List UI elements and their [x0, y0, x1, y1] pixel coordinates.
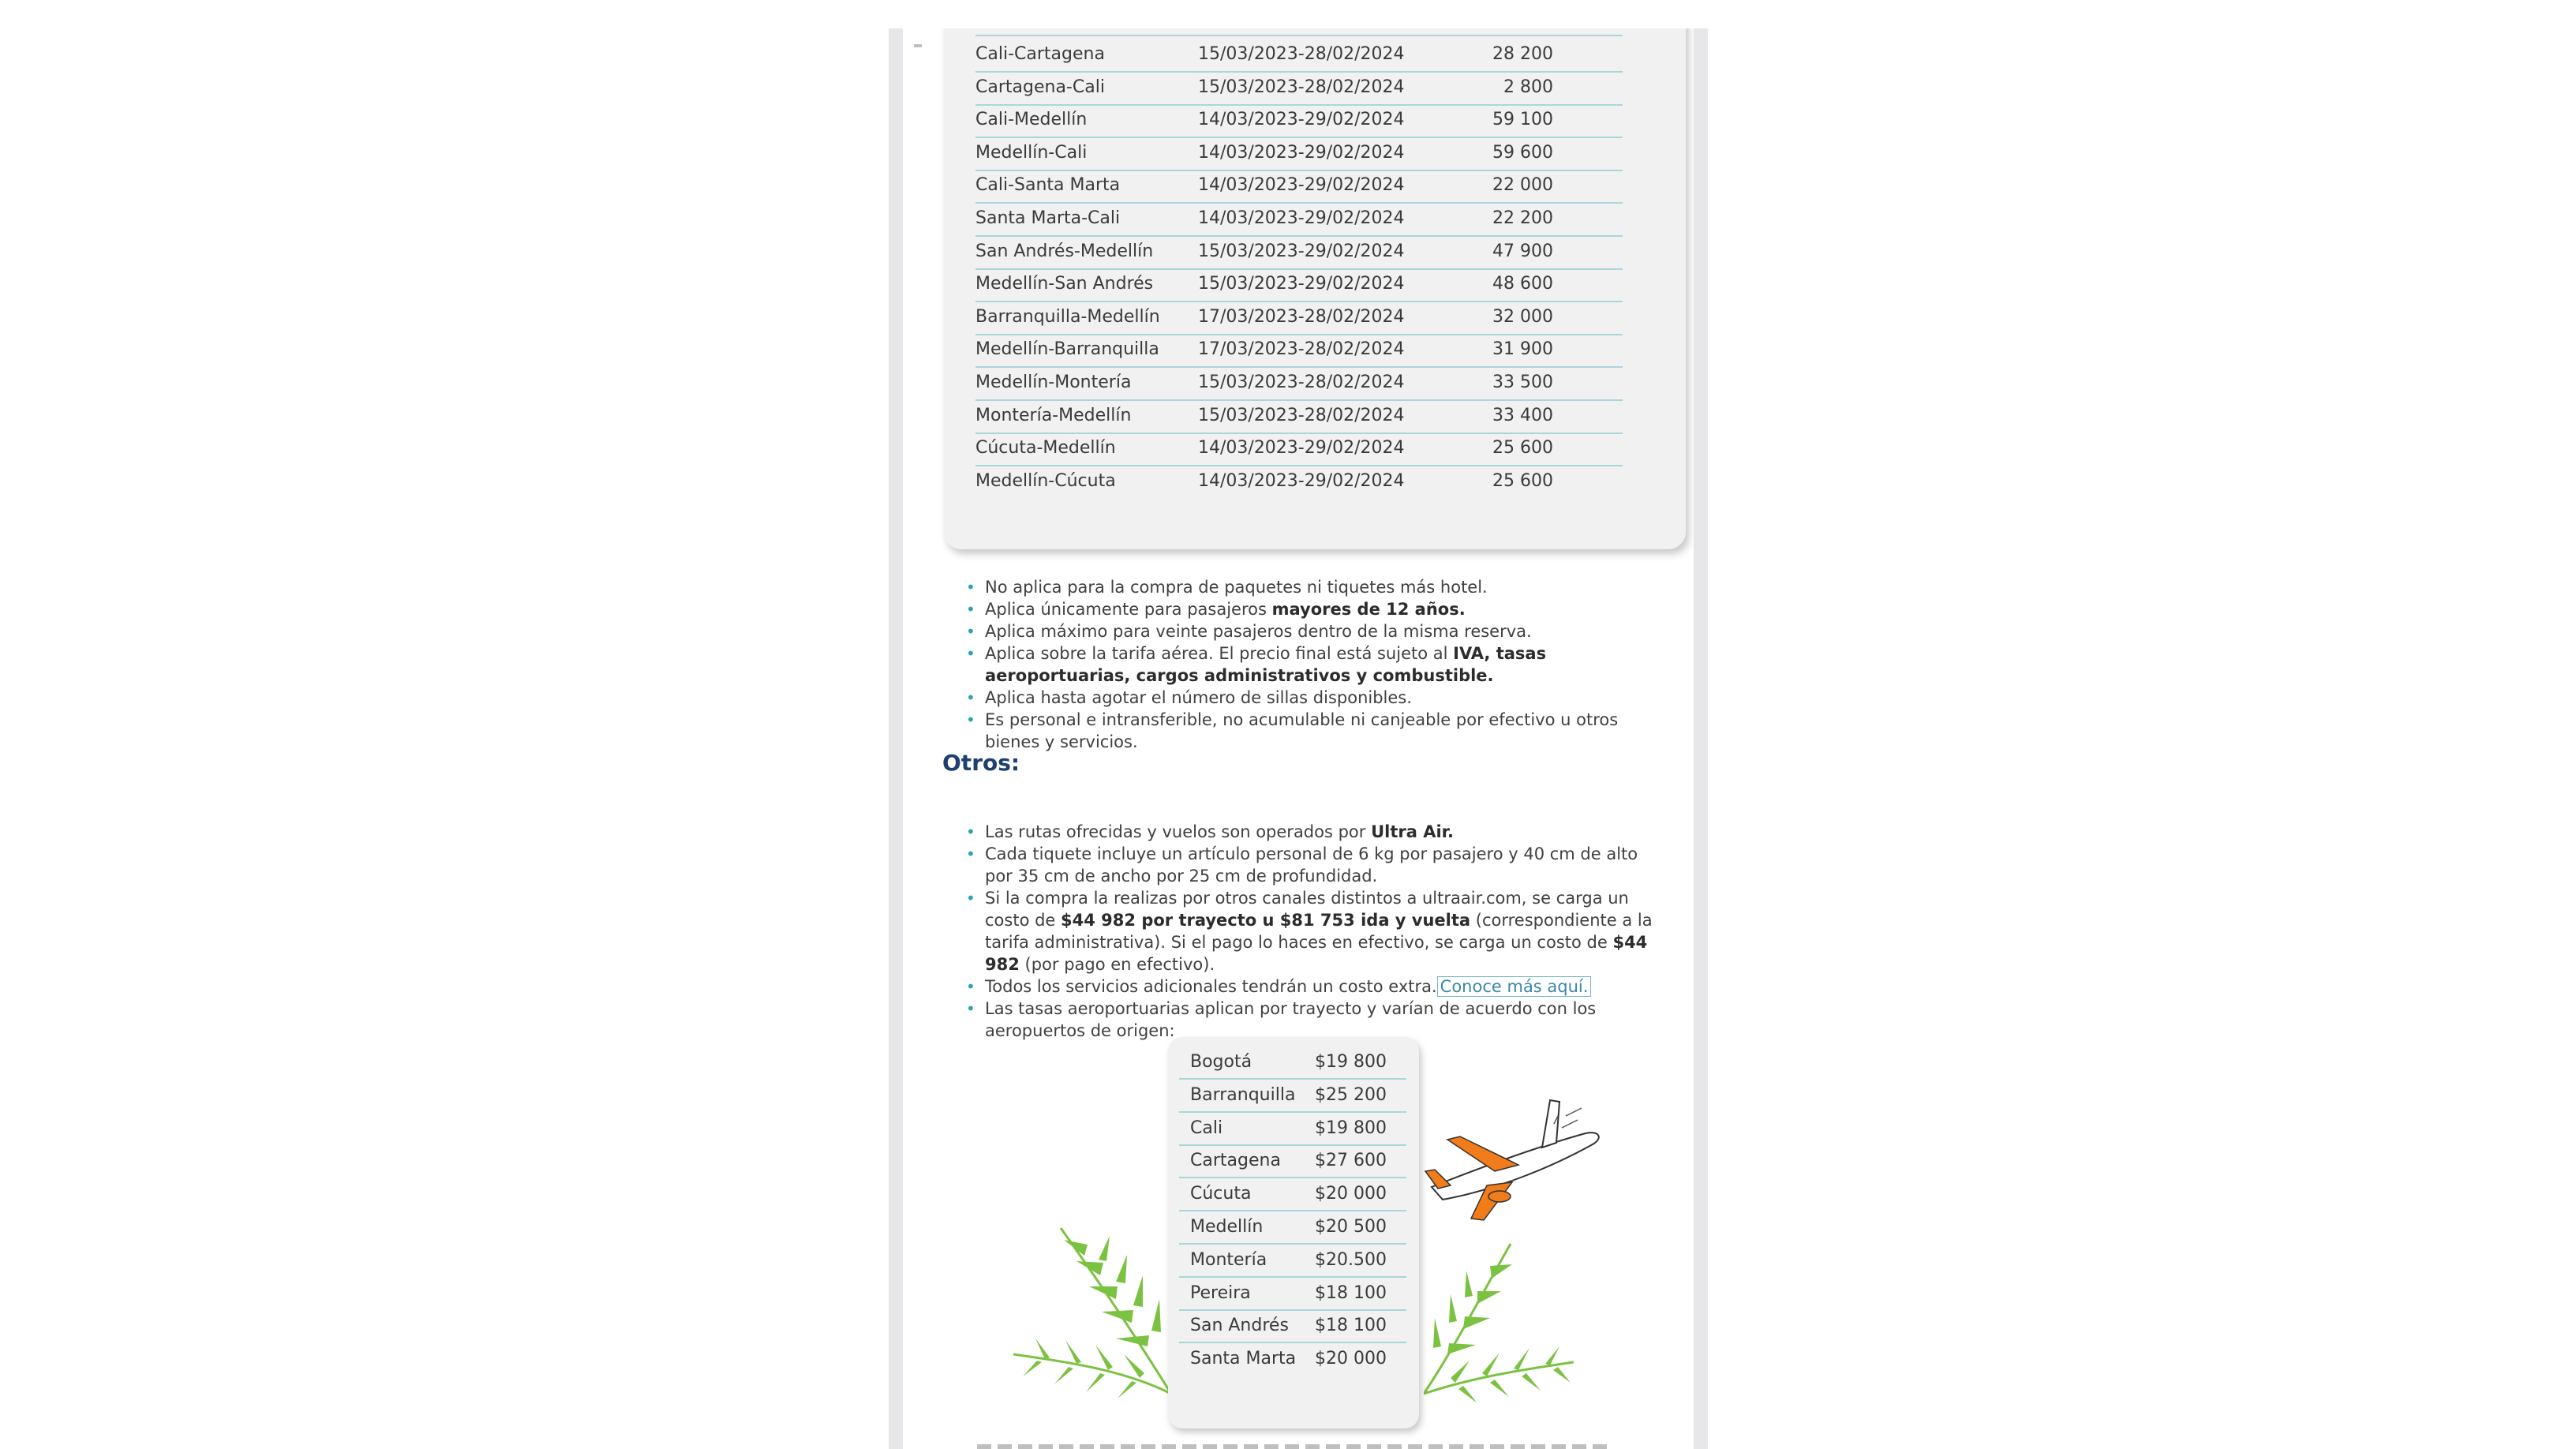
- otros-item: • Las rutas ofrecidas y vuelos son operados por Ultra Air.: [966, 821, 1661, 843]
- validity-dates: 14/03/2023-29/02/2024: [1198, 470, 1405, 491]
- route-price: 2 800: [1503, 77, 1553, 97]
- validity-dates: 17/03/2023-28/02/2024: [1198, 306, 1405, 327]
- airport-tax: $19 800: [1315, 1052, 1387, 1072]
- otros-item: • Todos los servicios adicionales tendrán un costo extra. Conoce más aquí.: [966, 975, 1661, 998]
- route-name: Medellín-Montería: [975, 373, 1132, 392]
- validity-dates: 15/03/2023-28/02/2024: [1198, 373, 1405, 392]
- airport-city: Bogotá: [1190, 1052, 1252, 1072]
- route-price: 32 000: [1492, 306, 1553, 327]
- route-price: 59 100: [1492, 110, 1553, 130]
- route-name: Cali-Santa Marta: [975, 175, 1121, 196]
- table-row: [1179, 1080, 1406, 1113]
- route-price: 59 600: [1492, 142, 1553, 163]
- table-row: [975, 333, 1623, 368]
- otros-item: • Cada tiquete incluye un artículo personal de 6 kg por pasajero y 40 cm de alto por 35 cm de ancho por 25 cm de profundidad.: [966, 843, 1661, 887]
- condition-item: • Aplica máximo para veinte pasajeros dentro de la misma reserva.: [966, 620, 1645, 642]
- table-row: [1179, 1211, 1406, 1245]
- route-name: Cartagena-Cali: [975, 77, 1105, 97]
- condition-item: • No aplica para la compra de paquetes ni tiquetes más hotel.: [966, 576, 1645, 598]
- table-row: [975, 465, 1623, 498]
- table-row: [1179, 1178, 1406, 1211]
- route-price: 25 600: [1492, 438, 1553, 459]
- table-row: [975, 137, 1623, 171]
- validity-dates: 14/03/2023-29/02/2024: [1198, 175, 1405, 196]
- airport-city: Santa Marta: [1190, 1349, 1297, 1369]
- truncated-text-line: [977, 1444, 1608, 1449]
- condition-item: • Aplica sobre la tarifa aérea. El precio final está sujeto al IVA, tasas aeroportuarias, cargos administrativos y combustible.: [966, 642, 1645, 687]
- table-row: [975, 71, 1623, 106]
- route-name: Montería-Medellín: [975, 405, 1132, 425]
- table-row: [975, 38, 1623, 73]
- airport-tax: $18 100: [1315, 1282, 1387, 1303]
- route-price: 33 500: [1492, 373, 1553, 392]
- otros-list: [966, 821, 1661, 1042]
- validity-dates: 15/03/2023-29/02/2024: [1198, 274, 1405, 294]
- airport-city: Montería: [1190, 1249, 1267, 1270]
- table-row: [975, 399, 1623, 434]
- airport-tax: $18 100: [1315, 1316, 1387, 1336]
- airport-tax: $20.500: [1315, 1249, 1387, 1270]
- route-name: Medellín-San Andrés: [975, 274, 1154, 294]
- condition-item: • Es personal e intransferible, no acumulable ni canjeable por efectivo u otros bienes y servicios.: [966, 709, 1645, 753]
- airport-city: Cartagena: [1190, 1151, 1281, 1171]
- table-row: [1179, 1113, 1406, 1146]
- route-price: 22 200: [1492, 208, 1553, 228]
- airport-tax: $20 000: [1315, 1349, 1387, 1369]
- table-row: [1179, 1245, 1406, 1278]
- learn-more-link[interactable]: Conoce más aquí.: [1437, 976, 1592, 997]
- palm-leaf-right-illustration: [1424, 1228, 1582, 1402]
- route-name: Cali-Cartagena: [975, 44, 1105, 64]
- validity-dates: 15/03/2023-28/02/2024: [1198, 405, 1405, 425]
- section-title-otros: Otros:: [942, 750, 1020, 776]
- table-row: [975, 103, 1623, 138]
- airport-tax: $20 000: [1315, 1184, 1387, 1204]
- table-row: [975, 366, 1623, 401]
- otros-item: • Las tasas aeroportuarias aplican por trayecto y varían de acuerdo con los aeropuertos de origen:: [966, 998, 1661, 1042]
- route-price: 22 000: [1492, 175, 1553, 196]
- table-row: [975, 268, 1623, 302]
- validity-dates: 14/03/2023-29/02/2024: [1198, 438, 1405, 459]
- validity-dates: 15/03/2023-28/02/2024: [1198, 77, 1405, 97]
- route-price: 25 600: [1492, 470, 1553, 491]
- table-row: [1179, 1145, 1406, 1178]
- airport-tax: $19 800: [1315, 1118, 1387, 1138]
- route-name: Medellín-Barranquilla: [975, 339, 1159, 360]
- validity-dates: 17/03/2023-28/02/2024: [1198, 339, 1405, 360]
- condition-item: • Aplica únicamente para pasajeros mayores de 12 años.: [966, 598, 1645, 620]
- conditions-list: [966, 576, 1645, 753]
- validity-dates: 14/03/2023-29/02/2024: [1198, 110, 1405, 130]
- route-price: 47 900: [1492, 241, 1553, 261]
- route-name: Santa Marta-Cali: [975, 208, 1121, 228]
- table-row: [1179, 1343, 1406, 1375]
- table-row: [975, 202, 1623, 237]
- route-price: 28 200: [1492, 44, 1553, 64]
- table-top-divider: [975, 35, 1623, 36]
- airport-tax: $27 600: [1315, 1151, 1387, 1171]
- route-price: 33 400: [1492, 405, 1553, 425]
- validity-dates: 15/03/2023-29/02/2024: [1198, 241, 1405, 261]
- airport-tax: $20 500: [1315, 1217, 1387, 1237]
- route-name: Cúcuta-Medellín: [975, 438, 1116, 459]
- airport-tax: $25 200: [1315, 1084, 1387, 1105]
- airport-city: Cali: [1190, 1118, 1223, 1138]
- airport-city: Barranquilla: [1190, 1084, 1296, 1105]
- table-row: [975, 301, 1623, 335]
- route-name: San Andrés-Medellín: [975, 241, 1154, 261]
- route-name: Barranquilla-Medellín: [975, 306, 1160, 327]
- validity-dates: 14/03/2023-29/02/2024: [1198, 142, 1405, 163]
- promo-page: [903, 28, 1694, 1449]
- airport-taxes-card: [1168, 1037, 1419, 1428]
- table-row: [975, 432, 1623, 466]
- validity-dates: 14/03/2023-29/02/2024: [1198, 208, 1405, 228]
- airplane-illustration: [1424, 1092, 1605, 1226]
- table-row: [975, 169, 1623, 204]
- table-row: [1179, 1278, 1406, 1311]
- otros-item: • Si la compra la realizas por otros canales distintos a ultraair.com, se carga un costo de $44 982 por trayecto u $81 753 ida y vuelta (correspondiente a la tarifa administrativa). Si el pago lo haces en efectivo, se carga un costo de $44 982 (por pago en efectivo).: [966, 887, 1661, 975]
- airport-city: Cúcuta: [1190, 1184, 1252, 1204]
- palm-leaf-left-illustration: [1013, 1212, 1179, 1402]
- condition-item: • Aplica hasta agotar el número de sillas disponibles.: [966, 687, 1645, 709]
- airport-city: San Andrés: [1190, 1316, 1289, 1336]
- route-name: Medellín-Cali: [975, 142, 1088, 163]
- route-price: 48 600: [1492, 274, 1553, 294]
- airport-city: Pereira: [1190, 1282, 1251, 1303]
- table-row: [975, 235, 1623, 270]
- table-row: [1179, 1046, 1406, 1080]
- decorative-mark: [914, 44, 922, 47]
- route-name: Medellín-Cúcuta: [975, 470, 1116, 491]
- table-row: [1179, 1310, 1406, 1343]
- airport-city: Medellín: [1190, 1217, 1264, 1237]
- route-name: Cali-Medellín: [975, 110, 1088, 130]
- validity-dates: 15/03/2023-28/02/2024: [1198, 44, 1405, 64]
- route-price: 31 900: [1492, 339, 1553, 360]
